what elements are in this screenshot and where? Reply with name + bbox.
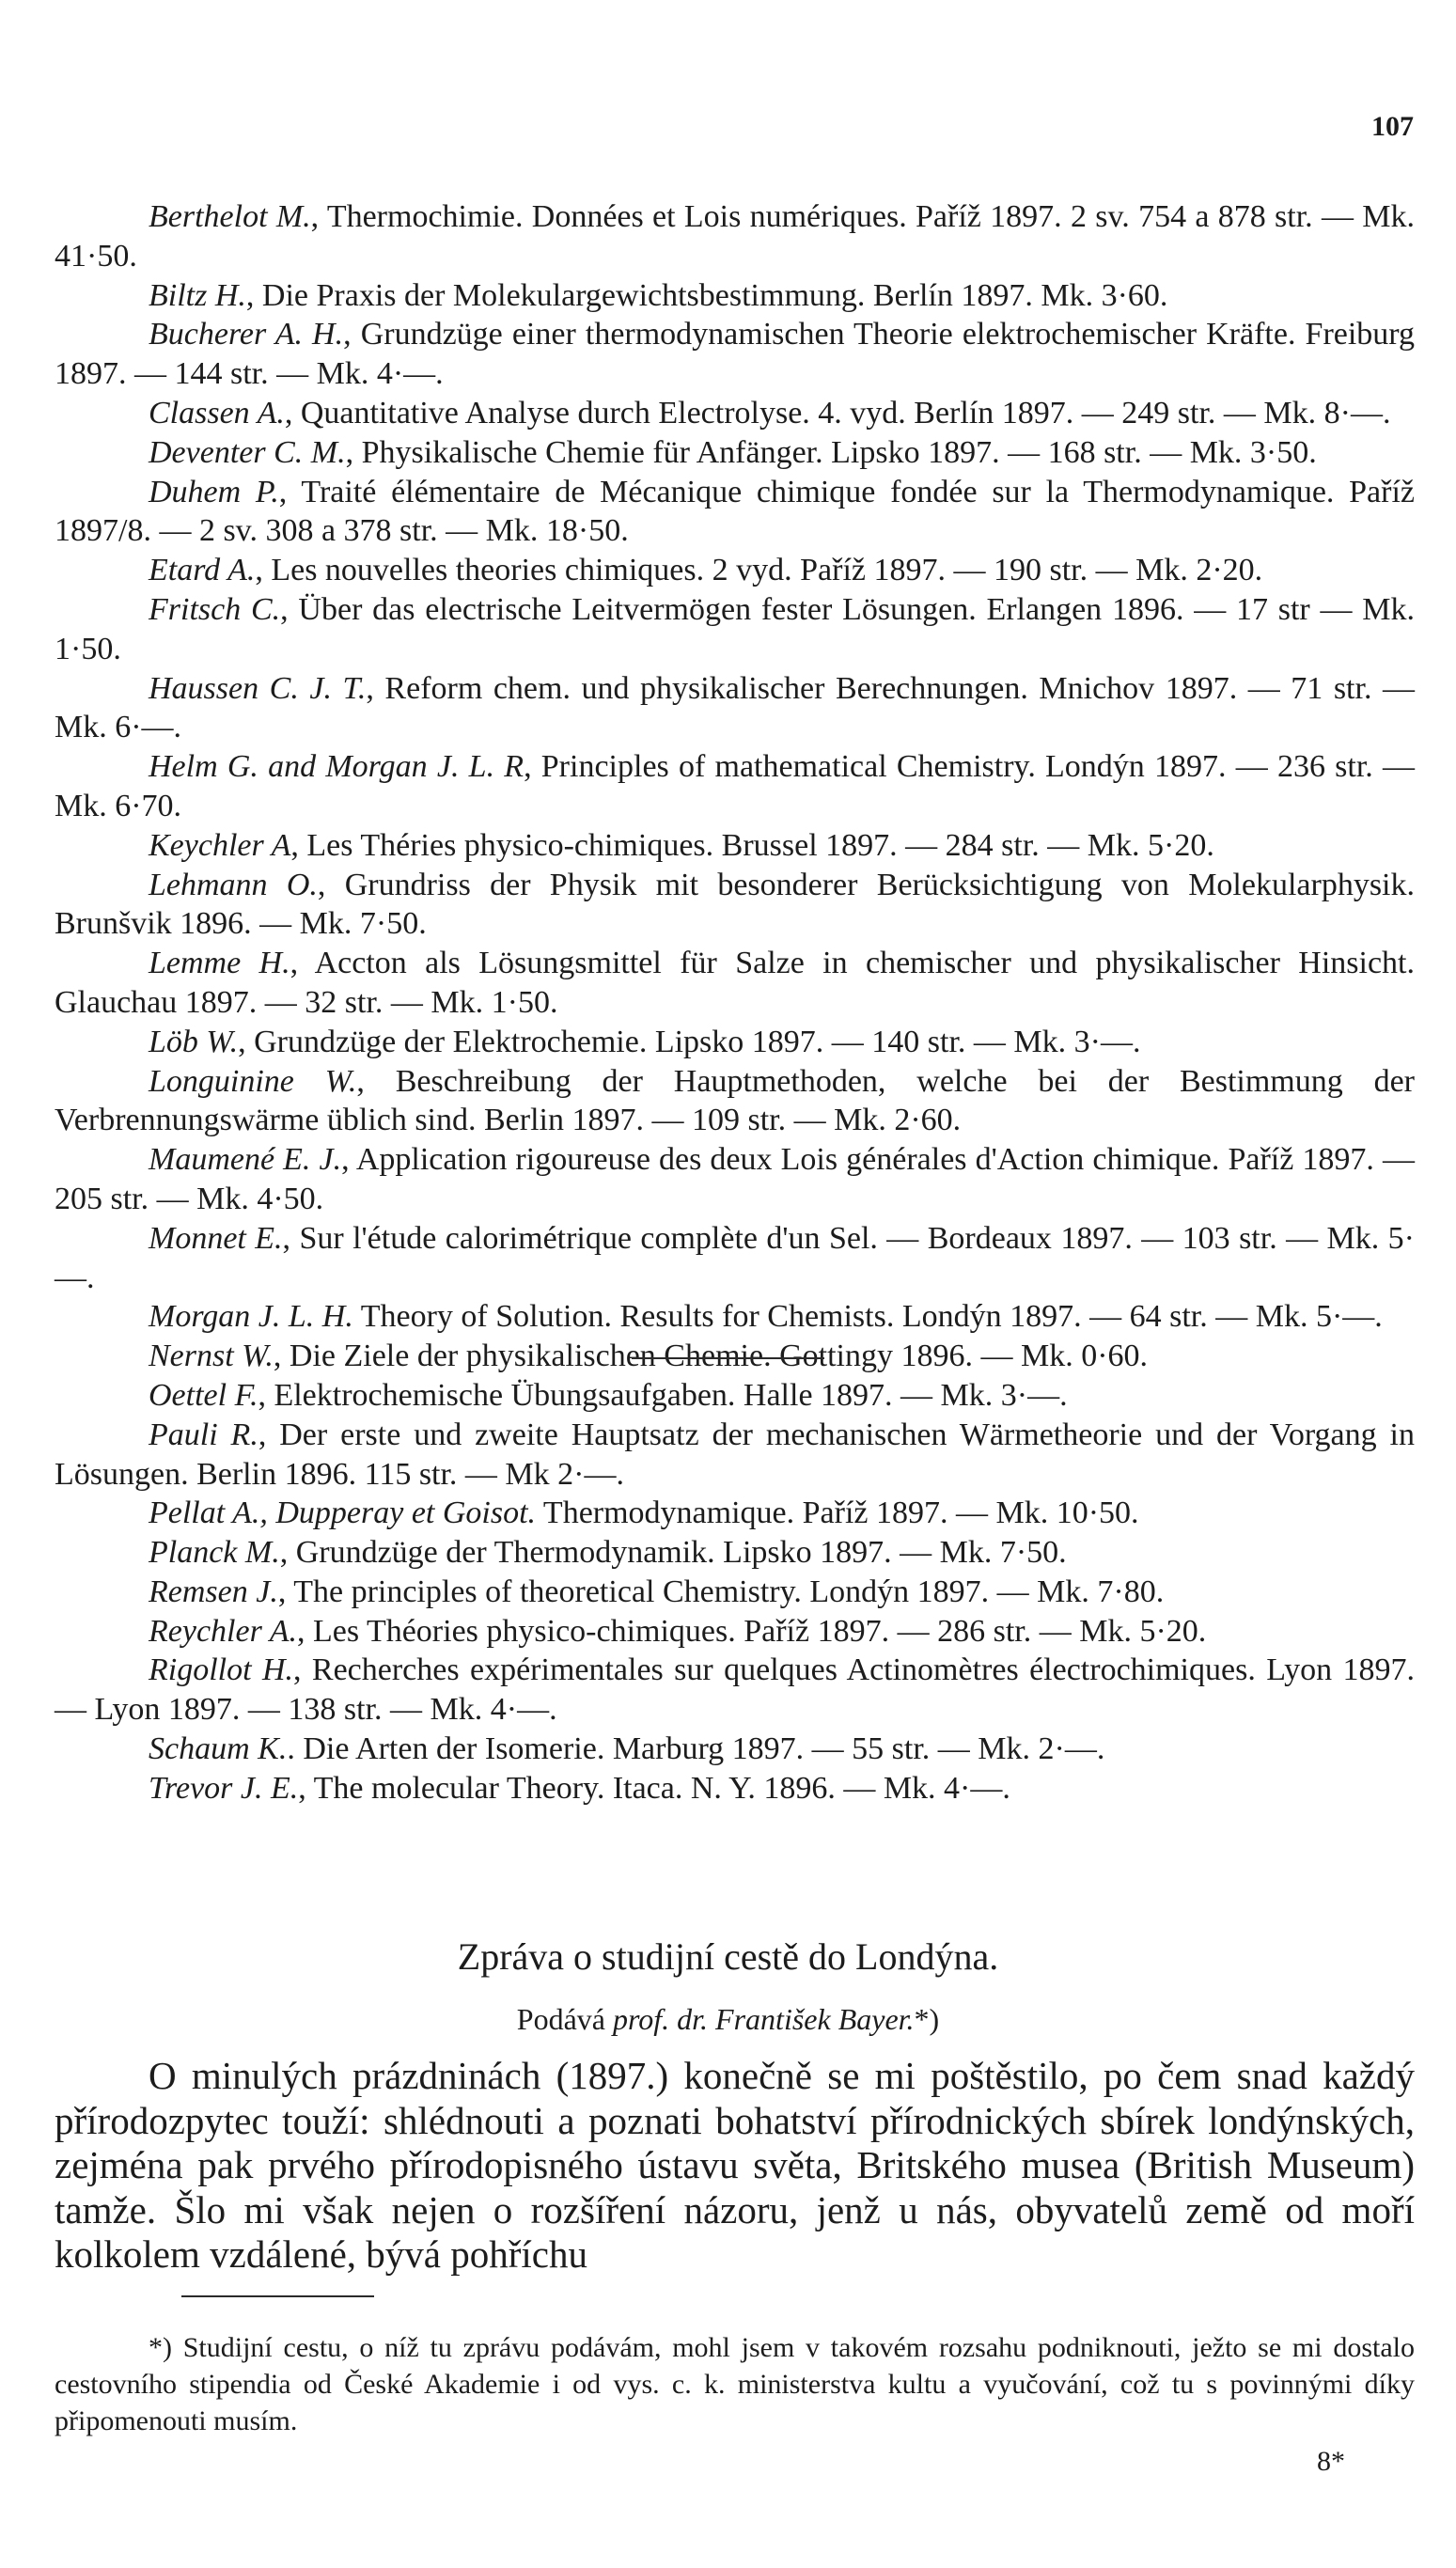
entry-text: , Les Théries physico-chimiques. Brussel 1897. — 284 str. — Mk. 5·20. — [290, 827, 1214, 863]
entry-text: , Les Théories physico-chimiques. Paříž 1897. — 286 str. — Mk. 5·20. — [296, 1613, 1207, 1649]
entry-author: Etard A. — [149, 553, 256, 588]
entry-text: . Die Arten der Isomerie. Marburg 1897. — 55 str. — Mk. 2·—. — [287, 1731, 1105, 1767]
footnote-mark: *) — [914, 2002, 940, 2036]
bibliography-entry — [55, 944, 1415, 1023]
bibliography-entry — [55, 1337, 1415, 1376]
bibliography-entry — [55, 1573, 1415, 1612]
bibliography-entry — [55, 1297, 1415, 1337]
entry-text: , Die Ziele der physikalischen Chemie. Gottingy 1896. — Mk. 0·60. — [273, 1339, 1149, 1374]
byline-prefix: Podává — [516, 2002, 605, 2036]
bibliography-entry — [55, 747, 1415, 826]
bibliography-entry — [55, 1376, 1415, 1416]
entry-text: Thermodynamique. Paříž 1897. — Mk. 10·50. — [536, 1495, 1139, 1531]
entry-author: Fritsch C. — [149, 591, 281, 627]
section-divider — [632, 1357, 824, 1359]
entry-author: Lehmann O. — [149, 867, 318, 902]
entry-author: Berthelot M. — [149, 199, 311, 234]
entry-text: , Recherches expérimentales sur quelques Actinomètres électrochimiques. Lyon 1897. — Lyon 1897. — 138 str. — Mk. 4·—. — [55, 1652, 1416, 1728]
bibliography-entry — [55, 551, 1415, 590]
entry-author: Deventer C. M. — [149, 434, 346, 470]
page-number: 107 — [1371, 111, 1414, 142]
entry-author: Rigollot H. — [149, 1652, 294, 1688]
bibliography-entry — [55, 315, 1415, 394]
bibliography-entry — [55, 473, 1415, 552]
bibliography-entry — [55, 826, 1415, 866]
bibliography-entry — [55, 433, 1415, 473]
entry-text: , Reform chem. und physikalischer Berechnungen. Mnichov 1897. — 71 str. — Mk. 6·—. — [55, 670, 1415, 745]
entry-text: , Grundzüge der Thermodynamik. Lipsko 1897. — Mk. 7·50. — [279, 1535, 1067, 1571]
entry-text: , Über das electrische Leitvermögen fester Lösungen. Erlangen 1896. — 17 str — Mk. 1·50. — [55, 591, 1415, 666]
entry-text: , Grundriss der Physik mit besonderer Berücksichtigung von Molekularphysik. Brunšvik 1896. — Mk. 7·50. — [55, 867, 1415, 942]
entry-author: Oettel F. — [149, 1377, 258, 1413]
bibliography-entry — [55, 1612, 1415, 1652]
entry-author: Pauli R. — [149, 1417, 258, 1452]
bibliography-entry — [55, 394, 1415, 433]
section-title: Zpráva o studijní cestě do Londýna. — [457, 1935, 999, 1978]
entry-author: Bucherer A. H. — [149, 317, 344, 352]
bibliography-entry — [55, 669, 1415, 748]
bibliography-entry — [55, 276, 1415, 316]
entry-author: Helm G. and Morgan J. L. R — [149, 749, 524, 785]
footnote: *) Studijní cestu, o níž tu zprávu podávám, mohl jsem v takovém rozsahu podniknouti, ježto se mi dostalo cestovního stipendia od České Akademie i od vys. c. k. ministerstva kultu a vyučování, což tu s povinnými díky připomenouti musím. — [55, 2332, 1415, 2436]
entry-text: , Thermochimie. Données et Lois numériques. Paříž 1897. 2 sv. 754 a 878 str. — Mk. 41·50. — [55, 199, 1415, 274]
entry-text: , Der erste und zweite Hauptsatz der mechanischen Wärmetheorie und der Vorgang in Lösungen. Berlin 1896. 115 str. — Mk 2·—. — [55, 1417, 1415, 1492]
entry-text: , Physikalische Chemie für Anfänger. Lipsko 1897. — 168 str. — Mk. 3·50. — [345, 434, 1317, 470]
entry-text: , Grundzüge der Elektrochemie. Lipsko 1897. — 140 str. — Mk. 3·—. — [238, 1024, 1141, 1059]
bibliography-entry — [55, 197, 1415, 276]
bibliography-entry — [55, 1416, 1415, 1495]
entry-text: , Accton als Lösungsmittel für Salze in chemischer und physikalischer Hinsicht. Glauchau 1897. — 32 str. — Mk. 1·50. — [55, 946, 1415, 1020]
footnote-rule — [181, 2295, 374, 2297]
entry-author: Remsen J. — [149, 1574, 278, 1609]
entry-text: , The principles of theoretical Chemistry. Londýn 1897. — Mk. 7·80. — [277, 1574, 1165, 1609]
byline — [0, 2002, 1456, 2037]
entry-author: Trevor J. E. — [149, 1770, 299, 1806]
entry-author: Biltz H. — [149, 277, 246, 313]
entry-text: , Beschreibung der Hauptmethoden, welche bei der Bestimmung der Verbrennungswärme üblich sind. Berlin 1897. — 109 str. — Mk. 2·60. — [55, 1063, 1415, 1138]
entry-author: Löb W. — [149, 1024, 239, 1059]
entry-author: Classen A. — [149, 395, 285, 431]
entry-author: Lemme H. — [149, 946, 290, 981]
entry-author: Keychler A — [149, 827, 291, 863]
entry-text: , Les nouvelles theories chimiques. 2 vyd. Paříž 1897. — 190 str. — Mk. 2·20. — [255, 553, 1263, 588]
entry-author: Nernst W. — [149, 1339, 274, 1374]
bibliography-entry — [55, 1062, 1415, 1141]
entry-text: , Elektrochemische Übungsaufgaben. Halle 1897. — Mk. 3·—. — [258, 1377, 1068, 1413]
bibliography-entry — [55, 866, 1415, 945]
entry-author: Monnet E. — [149, 1220, 283, 1256]
bibliography-entry — [55, 1730, 1415, 1769]
entry-text: , Sur l'étude calorimétrique complète d'un Sel. — Bordeaux 1897. — 103 str. — Mk. 5·—. — [55, 1220, 1415, 1295]
entry-text: , Quantitative Analyse durch Electrolyse. 4. vyd. Berlín 1897. — 249 str. — Mk. 8·—. — [284, 395, 1391, 431]
entry-author: Duhem P. — [149, 474, 279, 509]
bibliography-entry — [55, 590, 1415, 669]
bibliography-entry — [55, 1219, 1415, 1298]
entry-author: Schaum K. — [149, 1731, 288, 1767]
entry-text: , Principles of mathematical Chemistry. Londýn 1897. — 236 str. — Mk. 6·70. — [55, 749, 1415, 823]
entry-text: , Traité élémentaire de Mécanique chimique fondée sur la Thermodynamique. Paříž 1897/8. — 2 sv. 308 a 378 str. — Mk. 18·50. — [55, 474, 1415, 549]
entry-author: Haussen C. J. T. — [149, 670, 367, 706]
bibliography-entry — [55, 1023, 1415, 1062]
entry-author: Longuinine W. — [149, 1063, 357, 1099]
bibliography-list — [55, 197, 1415, 1809]
entry-text: Theory of Solution. Results for Chemists. Londýn 1897. — 64 str. — Mk. 5·—. — [352, 1299, 1383, 1335]
bibliography-entry — [55, 1651, 1415, 1730]
entry-text: , Grundzüge einer thermodynamischen Theorie elektrochemischer Kräfte. Freiburg 1897. — 144 str. — Mk. 4·—. — [55, 317, 1416, 392]
byline-author: prof. dr. František Bayer. — [612, 2002, 915, 2036]
bibliography-entry — [55, 1140, 1415, 1219]
entry-author: Reychler A. — [149, 1613, 297, 1649]
body-paragraph: O minulých prázdninách (1897.) konečně se mi poštěstilo, po čem snad každý přírodozpytec touží: shlédnouti a poznati bohatství přírodnických sbírek londýnských, zejména pak prvého přírodopisného ústavu světa, Britského musea (British Museum) tamže. Šlo mi však nejen o rozšíření názoru, jenž u nás, obyvatelů země od moří kolkolem vzdálené, bývá pohříchu — [55, 2054, 1415, 2276]
entry-author: Maumené E. J. — [149, 1142, 342, 1178]
entry-text: , Application rigoureuse des deux Lois générales d'Action chimique. Paříž 1897. — 205 str. — Mk. 4·50. — [55, 1142, 1416, 1216]
bibliography-entry — [55, 1769, 1415, 1809]
signature-mark: 8* — [1317, 2446, 1345, 2477]
bibliography-entry — [55, 1494, 1415, 1533]
entry-text: , The molecular Theory. Itaca. N. Y. 1896. — Mk. 4·—. — [298, 1770, 1010, 1806]
entry-author: Planck M. — [149, 1535, 280, 1571]
entry-text: , Die Praxis der Molekulargewichtsbestimmung. Berlín 1897. Mk. 3·60. — [245, 277, 1168, 313]
entry-author: Morgan J. L. H. — [149, 1299, 353, 1335]
entry-author: Pellat A., Dupperay et Goisot. — [149, 1495, 537, 1531]
bibliography-entry — [55, 1533, 1415, 1573]
